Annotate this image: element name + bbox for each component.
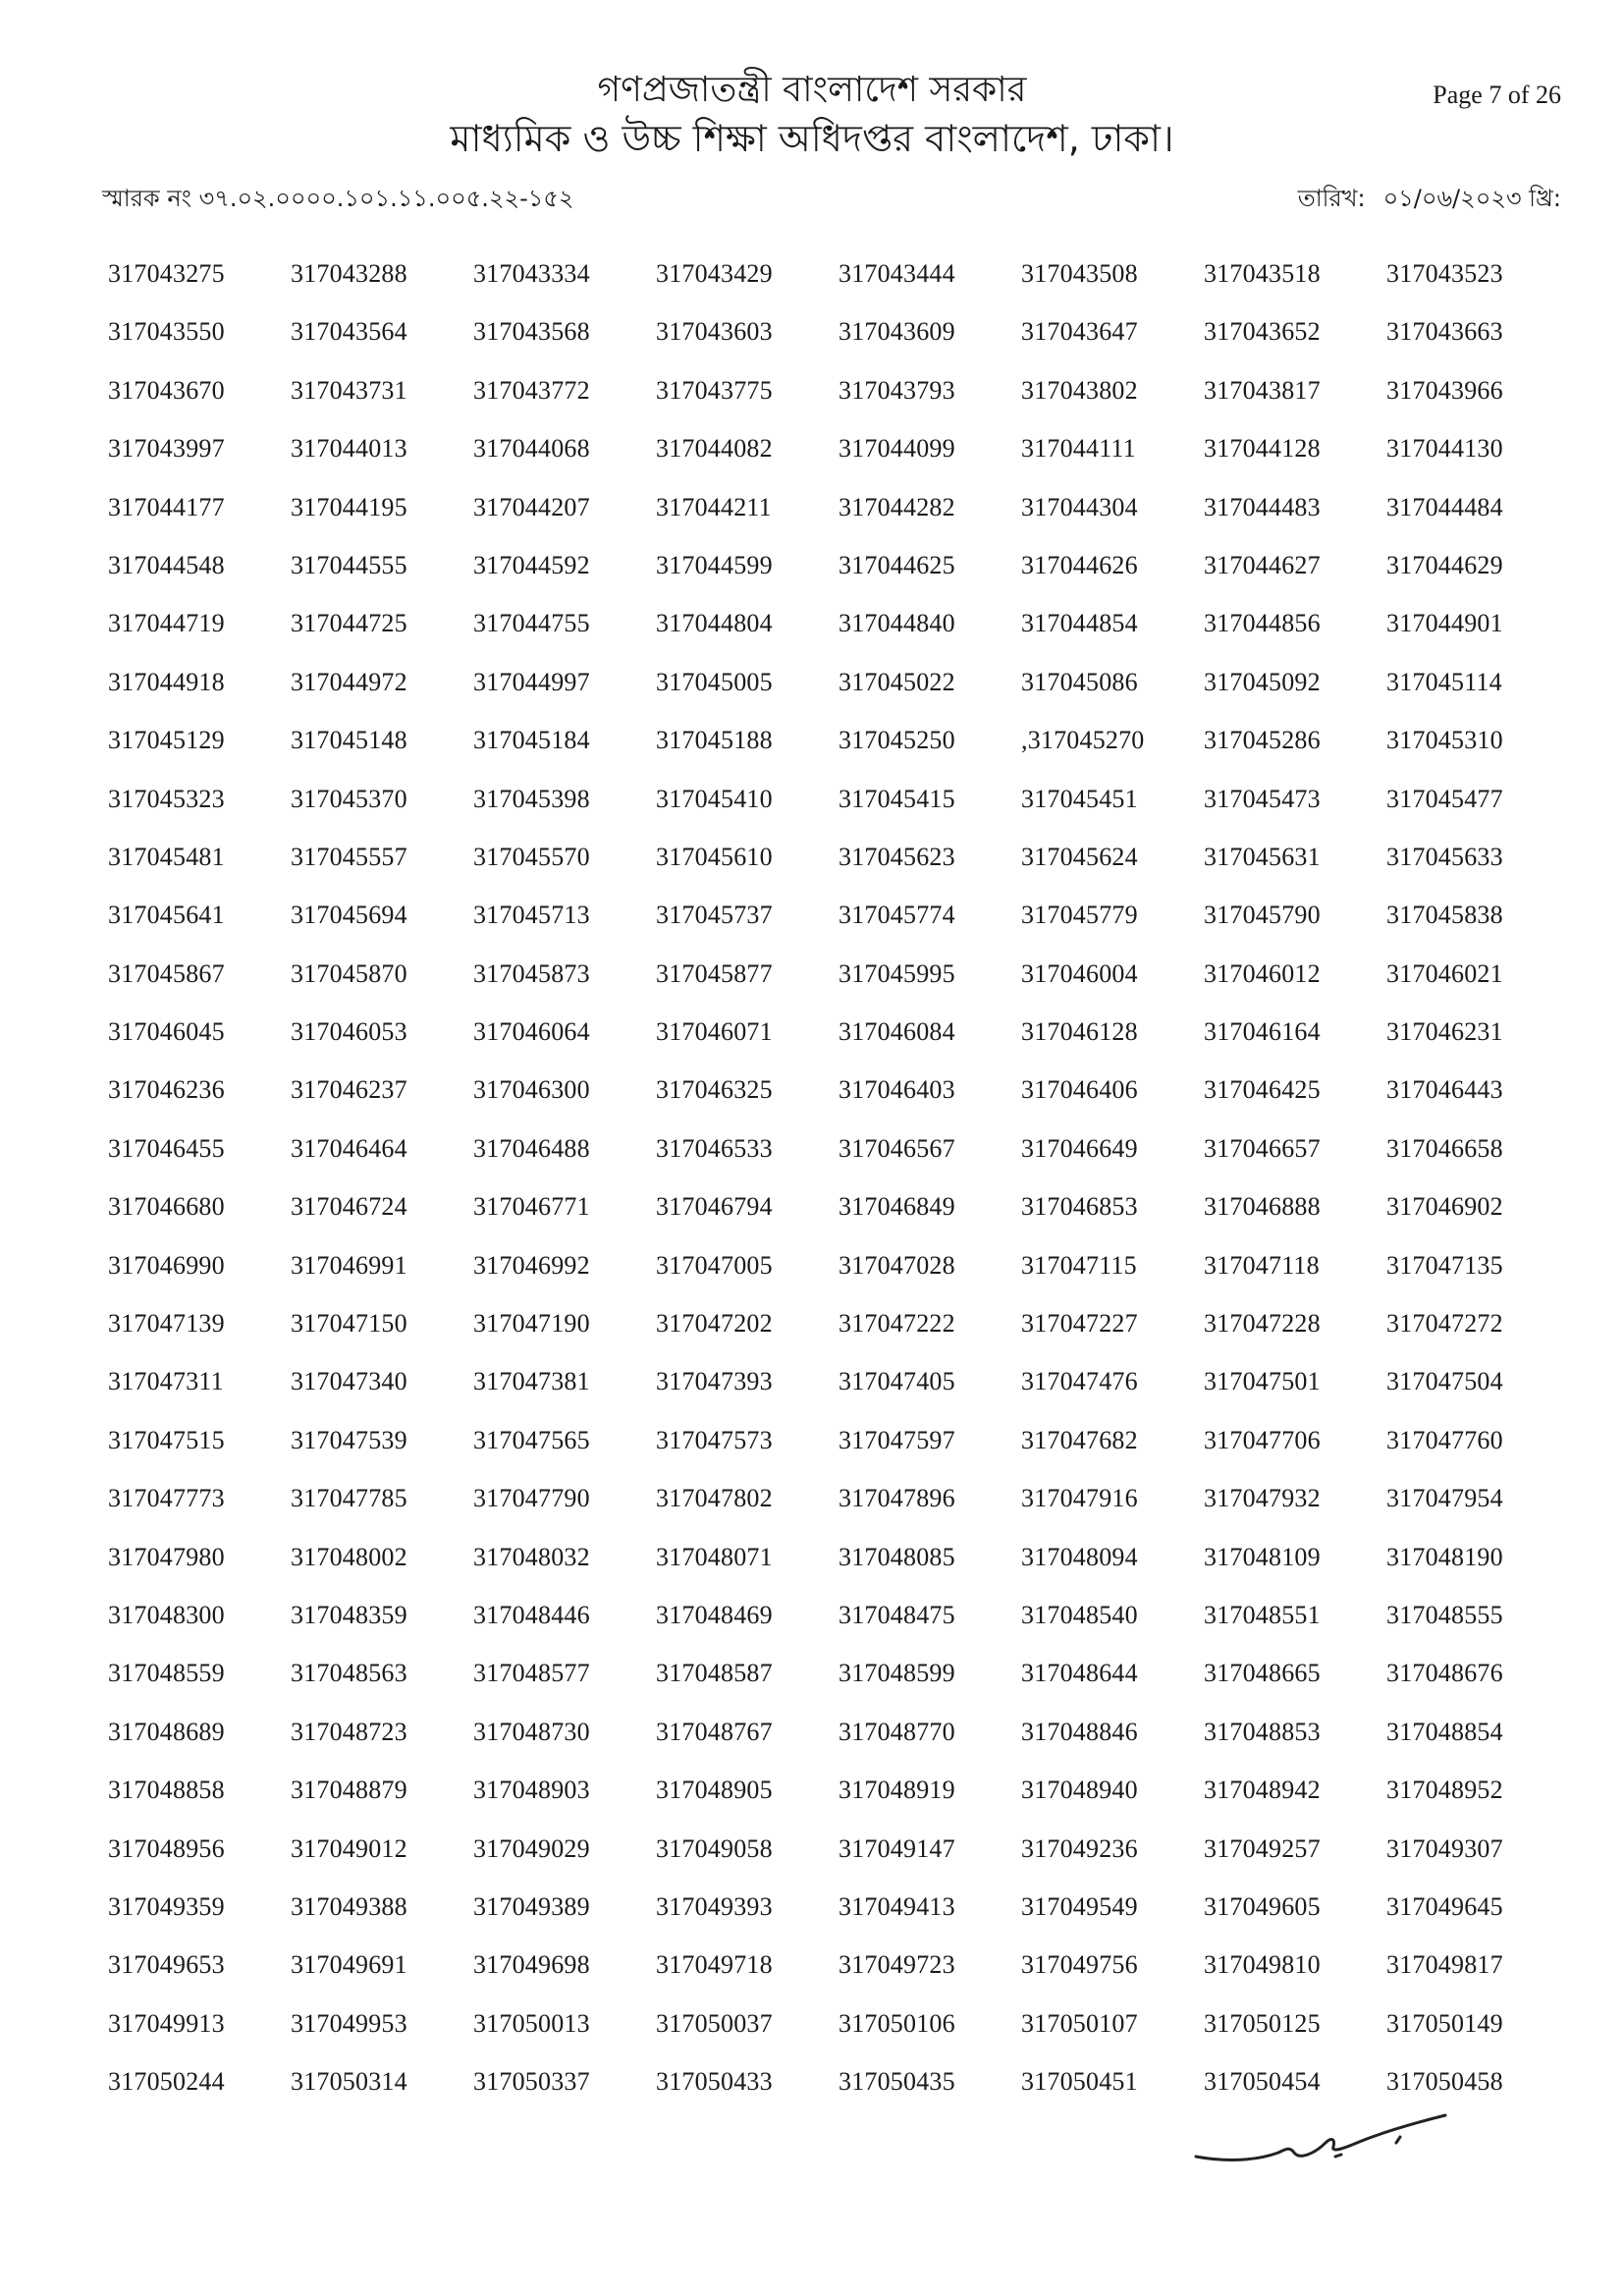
roll-number-cell: 317046464 xyxy=(291,1133,407,1163)
roll-number-cell: 317045790 xyxy=(1204,901,1321,930)
roll-number-cell: 317047980 xyxy=(108,1542,225,1571)
roll-number-cell: 317045633 xyxy=(1386,842,1503,871)
roll-number-cell: 317046992 xyxy=(473,1250,590,1280)
roll-number-cell: 317046071 xyxy=(656,1017,773,1047)
roll-number-cell: 317047005 xyxy=(656,1250,773,1280)
roll-number-cell: 317047227 xyxy=(1021,1309,1138,1339)
roll-number-cell: 317046649 xyxy=(1021,1133,1138,1163)
roll-number-cell: 317048002 xyxy=(291,1542,407,1571)
roll-number-cell: 317046853 xyxy=(1021,1192,1138,1222)
roll-number-cell: 317048109 xyxy=(1204,1542,1321,1571)
roll-number-cell: 317046724 xyxy=(291,1192,407,1222)
roll-number-cell: 317043523 xyxy=(1386,259,1503,288)
roll-number-cell: 317047790 xyxy=(473,1484,590,1513)
roll-number-cell: 317048644 xyxy=(1021,1659,1138,1688)
roll-number-cell: 317047393 xyxy=(656,1367,773,1396)
roll-number-cell: 317045873 xyxy=(473,958,590,988)
roll-number-cell: 317044211 xyxy=(656,492,772,521)
roll-number-cell: 317045129 xyxy=(108,726,225,755)
roll-number-cell: 317050125 xyxy=(1204,2008,1321,2038)
roll-number-cell: 317044625 xyxy=(839,550,955,579)
roll-number-cell: 317047228 xyxy=(1204,1309,1321,1339)
roll-number-cell: 317044304 xyxy=(1021,492,1138,521)
roll-number-cell: 317048559 xyxy=(108,1659,225,1688)
roll-number-cell: 317045713 xyxy=(473,901,590,930)
roll-number-cell: 317050337 xyxy=(473,2067,590,2097)
roll-number-cell: 317047501 xyxy=(1204,1367,1321,1396)
roll-number-cell: 317049147 xyxy=(839,1833,955,1863)
roll-number-cell: 317047932 xyxy=(1204,1484,1321,1513)
roll-number-cell: 317044804 xyxy=(656,609,773,638)
roll-number-cell: 317048853 xyxy=(1204,1717,1321,1746)
roll-number-cell: 317050454 xyxy=(1204,2067,1321,2097)
roll-number-cell: 317048475 xyxy=(839,1600,955,1629)
roll-number-cell: 317050149 xyxy=(1386,2008,1503,2038)
roll-number-cell: 317048903 xyxy=(473,1776,590,1805)
roll-number-cell: 317045694 xyxy=(291,901,407,930)
roll-number-cell: 317046231 xyxy=(1386,1017,1503,1047)
roll-number-cell: 317044626 xyxy=(1021,550,1138,579)
roll-number-cell: 317048952 xyxy=(1386,1776,1503,1805)
roll-number-cell: 317043550 xyxy=(108,317,225,347)
roll-number-cell: 317043997 xyxy=(108,434,225,464)
roll-number-cell: 317044725 xyxy=(291,609,407,638)
signature-mark xyxy=(1188,2109,1453,2178)
roll-number-cell: 317045022 xyxy=(839,667,955,696)
roll-number-cell: 317044068 xyxy=(473,434,590,464)
roll-number-cell: 317046658 xyxy=(1386,1133,1503,1163)
roll-number-cell: 317049756 xyxy=(1021,1950,1138,1980)
roll-number-cell: 317045398 xyxy=(473,784,590,813)
roll-number-cell: 317047135 xyxy=(1386,1250,1503,1280)
roll-number-cell: 317045877 xyxy=(656,958,773,988)
roll-number-cell: 317047802 xyxy=(656,1484,773,1513)
roll-number-cell: 317048540 xyxy=(1021,1600,1138,1629)
roll-number-cell: ,317045270 xyxy=(1021,726,1145,755)
roll-number-cell: 317049257 xyxy=(1204,1833,1321,1863)
roll-number-cell: 317043731 xyxy=(291,375,407,405)
roll-number-cell: 317049645 xyxy=(1386,1891,1503,1921)
roll-number-cell: 317044972 xyxy=(291,667,407,696)
roll-number-cell: 317049817 xyxy=(1386,1950,1503,1980)
roll-number-cell: 317047760 xyxy=(1386,1425,1503,1454)
roll-number-cell: 317049913 xyxy=(108,2008,225,2038)
roll-number-cell: 317045624 xyxy=(1021,842,1138,871)
roll-number-cell: 317044599 xyxy=(656,550,773,579)
roll-number-grid xyxy=(108,259,1542,2126)
roll-number-cell: 317045114 xyxy=(1386,667,1502,696)
roll-number-cell: 317044629 xyxy=(1386,550,1503,579)
roll-number-cell: 317047504 xyxy=(1386,1367,1503,1396)
roll-number-cell: 317046237 xyxy=(291,1075,407,1105)
roll-number-cell: 317046657 xyxy=(1204,1133,1321,1163)
roll-number-cell: 317046990 xyxy=(108,1250,225,1280)
roll-number-cell: 317047118 xyxy=(1204,1250,1320,1280)
roll-number-cell: 317048190 xyxy=(1386,1542,1503,1571)
roll-number-cell: 317050451 xyxy=(1021,2067,1138,2097)
roll-number-cell: 317048446 xyxy=(473,1600,590,1629)
roll-number-cell: 317044627 xyxy=(1204,550,1321,579)
roll-number-cell: 317043288 xyxy=(291,259,407,288)
roll-number-cell: 317047565 xyxy=(473,1425,590,1454)
roll-number-cell: 317050458 xyxy=(1386,2067,1503,2097)
roll-number-cell: 317046084 xyxy=(839,1017,955,1047)
roll-number-cell: 317044013 xyxy=(291,434,407,464)
roll-number-cell: 317049953 xyxy=(291,2008,407,2038)
roll-number-cell: 317044484 xyxy=(1386,492,1503,521)
roll-number-cell: 317046888 xyxy=(1204,1192,1321,1222)
roll-number-cell: 317049810 xyxy=(1204,1950,1321,1980)
roll-number-cell: 317044128 xyxy=(1204,434,1321,464)
roll-number-cell: 317046300 xyxy=(473,1075,590,1105)
roll-number-cell: 317046443 xyxy=(1386,1075,1503,1105)
roll-number-cell: 317046425 xyxy=(1204,1075,1321,1105)
roll-number-cell: 317043775 xyxy=(656,375,773,405)
roll-number-cell: 317049691 xyxy=(291,1950,407,1980)
roll-number-cell: 317045610 xyxy=(656,842,773,871)
roll-number-cell: 317046533 xyxy=(656,1133,773,1163)
roll-number-cell: 317046794 xyxy=(656,1192,773,1222)
roll-number-cell: 317045867 xyxy=(108,958,225,988)
roll-number-cell: 317048689 xyxy=(108,1717,225,1746)
roll-number-cell: 317045838 xyxy=(1386,901,1503,930)
roll-number-cell: 317044555 xyxy=(291,550,407,579)
roll-number-cell: 317045481 xyxy=(108,842,225,871)
roll-number-cell: 317045184 xyxy=(473,726,590,755)
roll-number-cell: 317043793 xyxy=(839,375,955,405)
roll-number-cell: 317045086 xyxy=(1021,667,1138,696)
roll-number-cell: 317046128 xyxy=(1021,1017,1138,1047)
roll-number-cell: 317050244 xyxy=(108,2067,225,2097)
date-label: তারিখ: xyxy=(1297,185,1366,212)
roll-number-cell: 317043772 xyxy=(473,375,590,405)
roll-number-cell: 317046403 xyxy=(839,1075,955,1105)
roll-number-cell: 317044282 xyxy=(839,492,955,521)
roll-number-cell: 317047573 xyxy=(656,1425,773,1454)
roll-number-cell: 317048551 xyxy=(1204,1600,1321,1629)
roll-number-cell: 317047706 xyxy=(1204,1425,1321,1454)
roll-number-cell: 317047222 xyxy=(839,1309,955,1339)
roll-number-cell: 317047028 xyxy=(839,1250,955,1280)
roll-number-cell: 317048359 xyxy=(291,1600,407,1629)
date-value: ০১/০৬/২০২৩ খ্রি: xyxy=(1382,185,1561,212)
roll-number-cell: 317045286 xyxy=(1204,726,1321,755)
roll-number-cell: 317049307 xyxy=(1386,1833,1503,1863)
roll-number-cell: 317045870 xyxy=(291,958,407,988)
roll-number-cell: 317044548 xyxy=(108,550,225,579)
government-title: গণপ্রজাতন্ত্রী বাংলাদেশ সরকার xyxy=(597,70,1027,110)
roll-number-cell: 317043802 xyxy=(1021,375,1138,405)
roll-number-cell: 317045451 xyxy=(1021,784,1138,813)
roll-number-cell: 317049549 xyxy=(1021,1891,1138,1921)
roll-number-cell: 317048587 xyxy=(656,1659,773,1688)
roll-number-cell: 317047785 xyxy=(291,1484,407,1513)
roll-number-cell: 317043663 xyxy=(1386,317,1503,347)
roll-number-cell: 317043429 xyxy=(656,259,773,288)
roll-number-cell: 317046012 xyxy=(1204,958,1321,988)
roll-number-cell: 317048032 xyxy=(473,1542,590,1571)
roll-number-cell: 317046004 xyxy=(1021,958,1138,988)
roll-number-cell: 317043609 xyxy=(839,317,955,347)
roll-number-cell: 317045310 xyxy=(1386,726,1503,755)
roll-number-cell: 317044207 xyxy=(473,492,590,521)
roll-number-cell: 317043817 xyxy=(1204,375,1321,405)
roll-number-cell: 317048858 xyxy=(108,1776,225,1805)
roll-number-cell: 317043564 xyxy=(291,317,407,347)
roll-number-cell: 317047139 xyxy=(108,1309,225,1339)
roll-number-cell: 317048879 xyxy=(291,1776,407,1805)
roll-number-cell: 317047190 xyxy=(473,1309,590,1339)
roll-number-cell: 317044918 xyxy=(108,667,225,696)
roll-number-cell: 317050037 xyxy=(656,2008,773,2038)
roll-number-cell: 317048469 xyxy=(656,1600,773,1629)
roll-number-cell: 317046567 xyxy=(839,1133,955,1163)
roll-number-cell: 317048577 xyxy=(473,1659,590,1688)
roll-number-cell: 317048555 xyxy=(1386,1600,1503,1629)
roll-number-cell: 317049605 xyxy=(1204,1891,1321,1921)
document-header xyxy=(0,0,1624,236)
roll-number-cell: 317044755 xyxy=(473,609,590,638)
roll-number-cell: 317047405 xyxy=(839,1367,955,1396)
directorate-title: মাধ্যমিক ও উচ্চ শিক্ষা অধিদপ্তর বাংলাদেশ, ঢাকা। xyxy=(450,117,1174,160)
roll-number-cell: 317050435 xyxy=(839,2067,955,2097)
roll-number-cell: 317043275 xyxy=(108,259,225,288)
roll-number-cell: 317048563 xyxy=(291,1659,407,1688)
roll-number-cell: 317049359 xyxy=(108,1891,225,1921)
roll-number-cell: 317049413 xyxy=(839,1891,955,1921)
roll-number-cell: 317049388 xyxy=(291,1891,407,1921)
roll-number-cell: 317046680 xyxy=(108,1192,225,1222)
roll-number-cell: 317043603 xyxy=(656,317,773,347)
roll-number-cell: 317045415 xyxy=(839,784,955,813)
roll-number-cell: 317047340 xyxy=(291,1367,407,1396)
roll-number-cell: 317044719 xyxy=(108,609,225,638)
roll-number-cell: 317043652 xyxy=(1204,317,1321,347)
memo-number: স্মারক নং ৩৭.০২.০০০০.১০১.১১.০০৫.২২-১৫২ xyxy=(102,185,574,212)
roll-number-cell: 317044997 xyxy=(473,667,590,696)
roll-number-cell: 317046455 xyxy=(108,1133,225,1163)
roll-number-cell: 317048085 xyxy=(839,1542,955,1571)
roll-number-cell: 317049389 xyxy=(473,1891,590,1921)
roll-number-cell: 317048071 xyxy=(656,1542,773,1571)
roll-number-cell: 317044854 xyxy=(1021,609,1138,638)
roll-number-cell: 317047202 xyxy=(656,1309,773,1339)
roll-number-cell: 317046325 xyxy=(656,1075,773,1105)
roll-number-cell: 317048676 xyxy=(1386,1659,1503,1688)
roll-number-cell: 317043966 xyxy=(1386,375,1503,405)
roll-number-cell: 317044130 xyxy=(1386,434,1503,464)
roll-number-cell: 317049698 xyxy=(473,1950,590,1980)
roll-number-cell: 317045570 xyxy=(473,842,590,871)
roll-number-cell: 317045370 xyxy=(291,784,407,813)
roll-number-cell: 317048905 xyxy=(656,1776,773,1805)
roll-number-cell: 317048956 xyxy=(108,1833,225,1863)
roll-number-cell: 317049058 xyxy=(656,1833,773,1863)
roll-number-cell: 317048300 xyxy=(108,1600,225,1629)
roll-number-cell: 317047381 xyxy=(473,1367,590,1396)
roll-number-cell: 317043518 xyxy=(1204,259,1321,288)
roll-number-cell: 317047916 xyxy=(1021,1484,1138,1513)
roll-number-cell: 317046164 xyxy=(1204,1017,1321,1047)
roll-number-cell: 317049012 xyxy=(291,1833,407,1863)
roll-number-cell: 317048599 xyxy=(839,1659,955,1688)
roll-number-cell: 317047476 xyxy=(1021,1367,1138,1396)
page-number: Page 7 of 26 xyxy=(1433,81,1561,109)
roll-number-cell: 317043647 xyxy=(1021,317,1138,347)
roll-number-cell: 317048767 xyxy=(656,1717,773,1746)
roll-number-cell: 317045250 xyxy=(839,726,955,755)
roll-number-cell: 317045410 xyxy=(656,784,773,813)
roll-number-cell: 317047150 xyxy=(291,1309,407,1339)
roll-number-cell: 317048846 xyxy=(1021,1717,1138,1746)
roll-number-cell: 317045148 xyxy=(291,726,407,755)
roll-number-cell: 317047539 xyxy=(291,1425,407,1454)
roll-number-cell: 317047954 xyxy=(1386,1484,1503,1513)
roll-number-cell: 317044195 xyxy=(291,492,407,521)
roll-number-cell: 317046902 xyxy=(1386,1192,1503,1222)
roll-number-cell: 317046053 xyxy=(291,1017,407,1047)
roll-number-cell: 317043508 xyxy=(1021,259,1138,288)
roll-number-cell: 317045774 xyxy=(839,901,955,930)
roll-number-cell: 317044099 xyxy=(839,434,955,464)
roll-number-cell: 317043568 xyxy=(473,317,590,347)
roll-number-cell: 317044901 xyxy=(1386,609,1503,638)
roll-number-cell: 317045188 xyxy=(656,726,773,755)
roll-number-cell: 317043334 xyxy=(473,259,590,288)
roll-number-cell: 317048723 xyxy=(291,1717,407,1746)
roll-number-cell: 317045005 xyxy=(656,667,773,696)
roll-number-cell: 317050107 xyxy=(1021,2008,1138,2038)
roll-number-cell: 317045473 xyxy=(1204,784,1321,813)
roll-number-cell: 317045623 xyxy=(839,842,955,871)
roll-number-cell: 317045477 xyxy=(1386,784,1503,813)
roll-number-cell: 317044592 xyxy=(473,550,590,579)
roll-number-cell: 317046849 xyxy=(839,1192,955,1222)
roll-number-cell: 317050314 xyxy=(291,2067,407,2097)
roll-number-cell: 317048665 xyxy=(1204,1659,1321,1688)
roll-number-cell: 317047896 xyxy=(839,1484,955,1513)
roll-number-cell: 317047311 xyxy=(108,1367,224,1396)
roll-number-cell: 317047515 xyxy=(108,1425,225,1454)
roll-number-cell: 317048730 xyxy=(473,1717,590,1746)
roll-number-cell: 317044856 xyxy=(1204,609,1321,638)
roll-number-cell: 317049236 xyxy=(1021,1833,1138,1863)
roll-number-cell: 317045641 xyxy=(108,901,225,930)
roll-number-cell: 317046064 xyxy=(473,1017,590,1047)
roll-number-cell: 317044483 xyxy=(1204,492,1321,521)
roll-number-cell: 317045631 xyxy=(1204,842,1321,871)
roll-number-cell: 317043444 xyxy=(839,259,955,288)
roll-number-cell: 317044840 xyxy=(839,609,955,638)
roll-number-cell: 317048942 xyxy=(1204,1776,1321,1805)
roll-number-cell: 317047597 xyxy=(839,1425,955,1454)
roll-number-cell: 317049718 xyxy=(656,1950,773,1980)
roll-number-cell: 317044082 xyxy=(656,434,773,464)
roll-number-cell: 317047773 xyxy=(108,1484,225,1513)
roll-number-cell: 317050433 xyxy=(656,2067,773,2097)
roll-number-cell: 317044111 xyxy=(1021,434,1136,464)
roll-number-cell: 317050013 xyxy=(473,2008,590,2038)
roll-number-cell: 317049029 xyxy=(473,1833,590,1863)
roll-number-cell: 317050106 xyxy=(839,2008,955,2038)
roll-number-cell: 317046771 xyxy=(473,1192,590,1222)
roll-number-cell: 317045995 xyxy=(839,958,955,988)
roll-number-cell: 317049653 xyxy=(108,1950,225,1980)
roll-number-cell: 317045323 xyxy=(108,784,225,813)
roll-number-cell: 317046991 xyxy=(291,1250,407,1280)
roll-number-cell: 317049393 xyxy=(656,1891,773,1921)
roll-number-cell: 317044177 xyxy=(108,492,225,521)
roll-number-cell: 317048919 xyxy=(839,1776,955,1805)
roll-number-cell: 317045557 xyxy=(291,842,407,871)
roll-number-cell: 317045092 xyxy=(1204,667,1321,696)
issue-date xyxy=(1298,181,1561,220)
roll-number-cell: 317045779 xyxy=(1021,901,1138,930)
roll-number-cell: 317049723 xyxy=(839,1950,955,1980)
roll-number-cell: 317043670 xyxy=(108,375,225,405)
roll-number-cell: 317048094 xyxy=(1021,1542,1138,1571)
roll-number-cell: 317048854 xyxy=(1386,1717,1503,1746)
roll-number-cell: 317046045 xyxy=(108,1017,225,1047)
roll-number-cell: 317046021 xyxy=(1386,958,1503,988)
roll-number-cell: 317048770 xyxy=(839,1717,955,1746)
roll-number-cell: 317046488 xyxy=(473,1133,590,1163)
roll-number-cell: 317048940 xyxy=(1021,1776,1138,1805)
roll-number-cell: 317047682 xyxy=(1021,1425,1138,1454)
roll-number-cell: 317045737 xyxy=(656,901,773,930)
roll-number-cell: 317047272 xyxy=(1386,1309,1503,1339)
roll-number-cell: 317047115 xyxy=(1021,1250,1137,1280)
roll-number-cell: 317046236 xyxy=(108,1075,225,1105)
roll-number-cell: 317046406 xyxy=(1021,1075,1138,1105)
